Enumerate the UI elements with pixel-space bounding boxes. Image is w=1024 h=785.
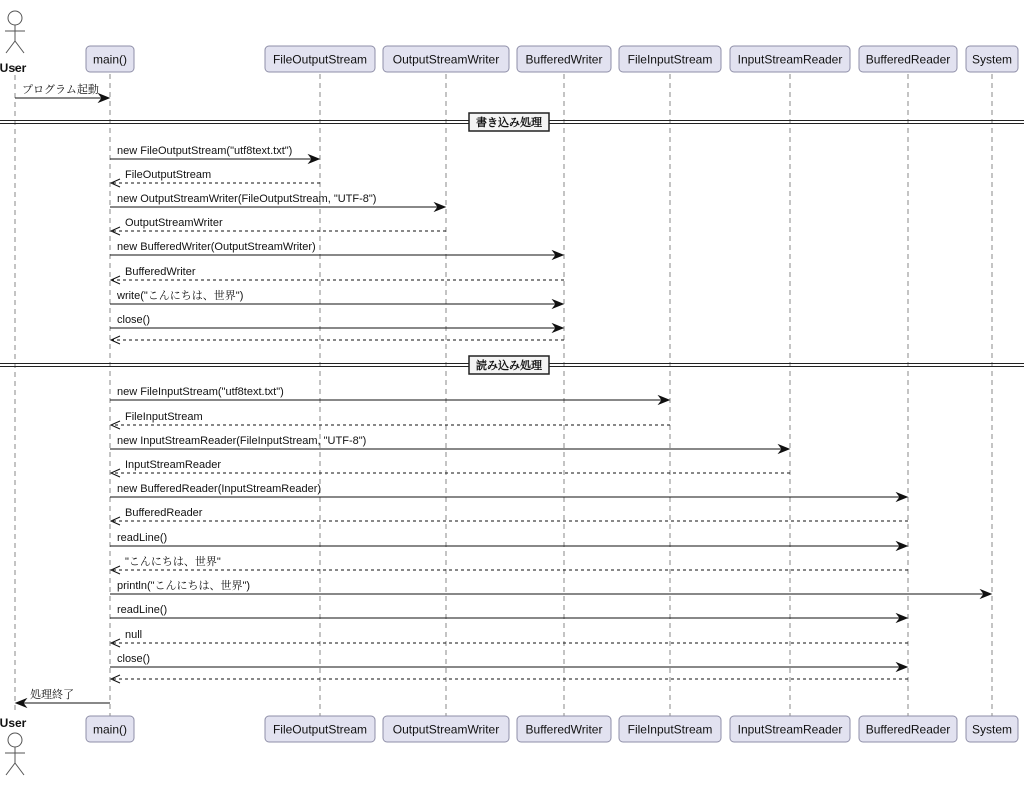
participant-label: BufferedWriter <box>525 722 603 737</box>
call-message <box>110 653 907 671</box>
participant-label: main() <box>92 52 128 67</box>
return-message <box>111 336 564 344</box>
call-message <box>110 314 563 332</box>
participant-label: System <box>971 52 1013 67</box>
message-label: new FileInputStream("utf8text.txt") <box>117 386 284 398</box>
message-label: close() <box>117 653 151 665</box>
message-label: close() <box>117 314 151 326</box>
actor-label: User <box>0 716 27 730</box>
message-label: InputStreamReader <box>125 459 221 471</box>
message-label: FileOutputStream <box>125 169 212 181</box>
call-message <box>110 532 907 550</box>
actor-user-bottom <box>0 716 27 775</box>
participant-label: FileOutputStream <box>272 722 368 737</box>
participant-label: BufferedWriter <box>525 52 603 67</box>
return-message <box>111 169 320 187</box>
participant-label: System <box>971 722 1013 737</box>
participant-label: FileInputStream <box>627 52 713 67</box>
participant-fos-bottom <box>265 716 375 742</box>
actor-head-icon <box>8 11 22 25</box>
actor-label: User <box>0 61 27 75</box>
participant-headers-top <box>0 11 1018 75</box>
participant-sys-bottom <box>966 716 1018 742</box>
message-label: "こんにちは、世界" <box>125 556 221 568</box>
call-message <box>110 435 789 453</box>
message-label: 処理終了 <box>30 689 74 701</box>
call-message <box>16 688 110 707</box>
participant-fos-top <box>265 46 375 72</box>
participant-main-top <box>86 46 134 72</box>
message-label: new OutputStreamWriter(FileOutputStream, "UTF-8") <box>117 193 377 205</box>
participant-label: OutputStreamWriter <box>392 722 500 737</box>
call-message <box>110 145 319 163</box>
messages <box>0 82 1024 707</box>
return-message <box>111 411 670 429</box>
return-message <box>111 675 908 683</box>
call-message <box>110 483 907 501</box>
message-label: readLine() <box>117 532 168 544</box>
participant-label: InputStreamReader <box>737 52 843 67</box>
participant-label: OutputStreamWriter <box>392 52 500 67</box>
participant-label: main() <box>92 722 128 737</box>
message-label: OutputStreamWriter <box>125 217 223 229</box>
section-divider <box>0 356 1024 374</box>
participant-headers-bottom <box>0 716 1018 775</box>
message-label: readLine() <box>117 604 168 616</box>
message-label: null <box>125 629 143 641</box>
section-divider <box>0 113 1024 131</box>
participant-br-top <box>859 46 957 72</box>
participant-label: InputStreamReader <box>737 722 843 737</box>
actor-head-icon <box>8 733 22 747</box>
return-message <box>111 459 790 477</box>
call-message <box>110 193 445 211</box>
participant-sys-top <box>966 46 1018 72</box>
section-divider-label: 読み込み処理 <box>476 360 542 372</box>
message-label: FileInputStream <box>125 411 203 423</box>
return-message <box>111 217 446 235</box>
message-label: new BufferedWriter(OutputStreamWriter) <box>117 241 316 253</box>
participant-label: BufferedReader <box>865 722 951 737</box>
message-label: new BufferedReader(InputStreamReader) <box>117 483 322 495</box>
participant-isr-bottom <box>730 716 850 742</box>
participant-fis-top <box>619 46 721 72</box>
participant-isr-top <box>730 46 850 72</box>
call-message <box>110 578 991 598</box>
participant-fis-bottom <box>619 716 721 742</box>
participant-osw-top <box>383 46 509 72</box>
participant-label: FileInputStream <box>627 722 713 737</box>
participant-label: BufferedReader <box>865 52 951 67</box>
participant-bw-bottom <box>517 716 611 742</box>
call-message <box>110 386 669 404</box>
call-message <box>110 604 907 622</box>
participant-osw-bottom <box>383 716 509 742</box>
return-message <box>111 629 908 647</box>
message-label: new FileOutputStream("utf8text.txt") <box>117 145 293 157</box>
message-label: BufferedReader <box>125 507 203 519</box>
message-label: println("こんにちは、世界") <box>117 580 251 592</box>
participant-main-bottom <box>86 716 134 742</box>
call-message <box>110 241 563 259</box>
return-message <box>111 266 564 284</box>
participant-bw-top <box>517 46 611 72</box>
call-message <box>15 82 109 102</box>
section-divider-label: 書き込み処理 <box>476 117 542 129</box>
call-message <box>110 288 563 308</box>
participant-br-bottom <box>859 716 957 742</box>
participant-label: FileOutputStream <box>272 52 368 67</box>
return-message <box>111 554 908 574</box>
message-label: BufferedWriter <box>125 266 196 278</box>
return-message <box>111 507 908 525</box>
message-label: new InputStreamReader(FileInputStream, "UTF-8") <box>117 435 367 447</box>
message-label: write("こんにちは、世界") <box>117 290 244 302</box>
actor-user-top <box>0 11 27 75</box>
message-label: プログラム起動 <box>22 84 99 96</box>
